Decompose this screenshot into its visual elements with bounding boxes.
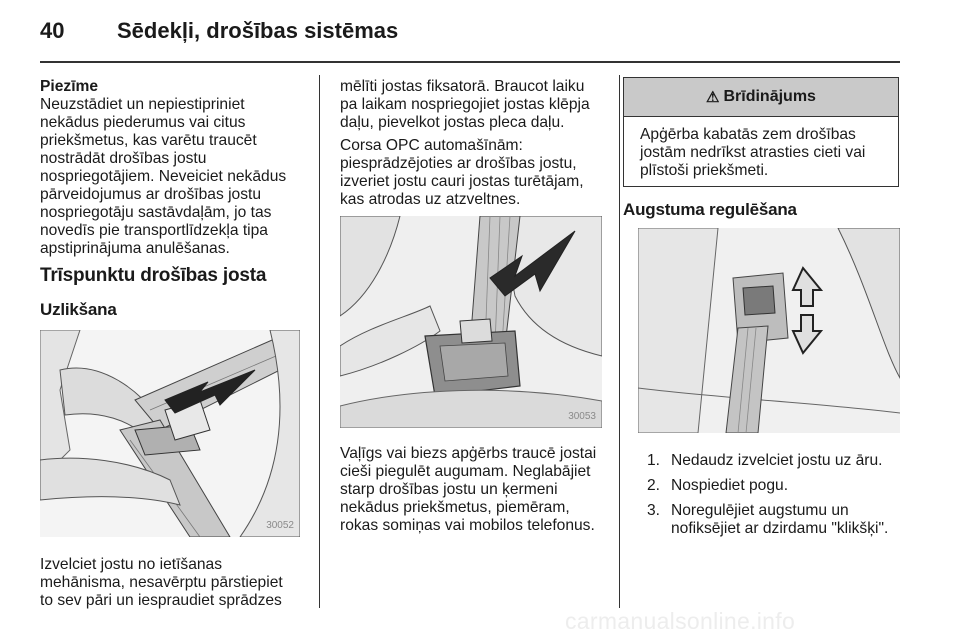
col2-top-text [340,78,612,132]
text-line: mehānisma, nesavērptu pārstiepiet [40,574,283,591]
text-line: Izvelciet jostu no ietīšanas [40,556,223,573]
note-line: priekšmetus, kas varētu traucēt [40,132,257,149]
text-line: mēlīti jostas fiksatorā. Braucot laiku [340,78,585,95]
warning-line: jostām nedrīkst atrasties cieti vai [640,144,866,161]
text-line: rokas somiņas vai mobilos telefonus. [340,517,595,534]
step-text: Noregulējiet augstumu un [671,502,849,519]
warning-header [624,78,898,117]
column-divider [319,75,320,608]
list-item [647,452,902,470]
text-line: nekādus priekšmetus, piemēram, [340,499,570,516]
text-line: cieši piegulēt augumam. Neglabājiet [340,463,591,480]
note-line: novedīs pie transportlīdzekļa tipa [40,222,268,239]
note-line: apstiprinājuma anulēšanas. [40,240,230,257]
note-line: nostrādāt drošības jostu [40,150,207,167]
text-line: pa laikam nospriegojiet jostas klēpja [340,96,590,113]
step-number: 3. [647,502,661,519]
column-divider [619,75,620,608]
sub-heading: Uzlikšana [40,300,117,319]
text-line: to sev pāri un iespraudiet sprādzes [40,592,282,609]
figure-number: 30052 [266,520,294,531]
text-line: starp drošības jostu un ķermeni [340,481,558,498]
step-text: Nedaudz izvelciet jostu uz āru. [671,452,883,469]
list-item [647,502,902,538]
watermark: carmanualsonline.info [565,608,796,634]
warning-line: plīstoši priekšmeti. [640,162,769,179]
note-line: nospriegotāju sastāvdaļām, jo tas [40,204,272,221]
text-line: kas atrodas uz atzveltnes. [340,191,521,208]
note-line: Neuzstādiet un nepiestipriniet [40,96,245,113]
text-line: izveriet jostu cauri jostas turētājam, [340,173,584,190]
note-block [40,78,310,258]
steps-list [647,452,902,545]
header-rule [40,61,900,63]
figure-belt-guide [340,216,602,428]
warning-box [623,77,899,187]
step-text: nofiksējiet ar dzirdamu "klikšķi". [671,520,889,537]
height-adjust-heading: Augstuma regulēšana [623,200,797,219]
section-heading: Trīspunktu drošības josta [40,265,267,286]
figure-seatbelt-fastening [40,330,300,537]
note-title: Piezīme [40,78,99,95]
figure-height-adjuster [638,228,900,433]
list-item [647,477,902,495]
page-number: 40 [40,18,65,43]
figure-number: 30053 [568,411,596,422]
page-title: Sēdekļi, drošības sistēmas [117,18,399,43]
note-line: nekādus piederumus vai citus [40,114,246,131]
warning-line: Apģērba kabatās zem drošības [640,126,856,143]
warning-body [624,117,898,180]
col2-bottom-text [340,445,612,535]
step-number: 2. [647,477,661,494]
col2-opc-text [340,137,612,209]
text-line: daļu, pievelkot jostas pleca daļu. [340,114,565,131]
note-line: nospriegotājiem. Neveiciet nekādus [40,168,287,185]
warning-title: Brīdinājums [723,88,816,105]
instruction-text [40,556,310,610]
text-line: piesprādzējoties ar drošības jostu, [340,155,577,172]
text-line: Vaļīgs vai biezs apģērbs traucē jostai [340,445,597,462]
step-text: Nospiediet pogu. [671,477,789,494]
text-line: Corsa OPC automašīnām: [340,137,523,154]
warning-triangle-icon: ⚠ [706,89,720,106]
note-line: pārveidojumus ar drošības jostu [40,186,262,203]
step-number: 1. [647,452,661,469]
